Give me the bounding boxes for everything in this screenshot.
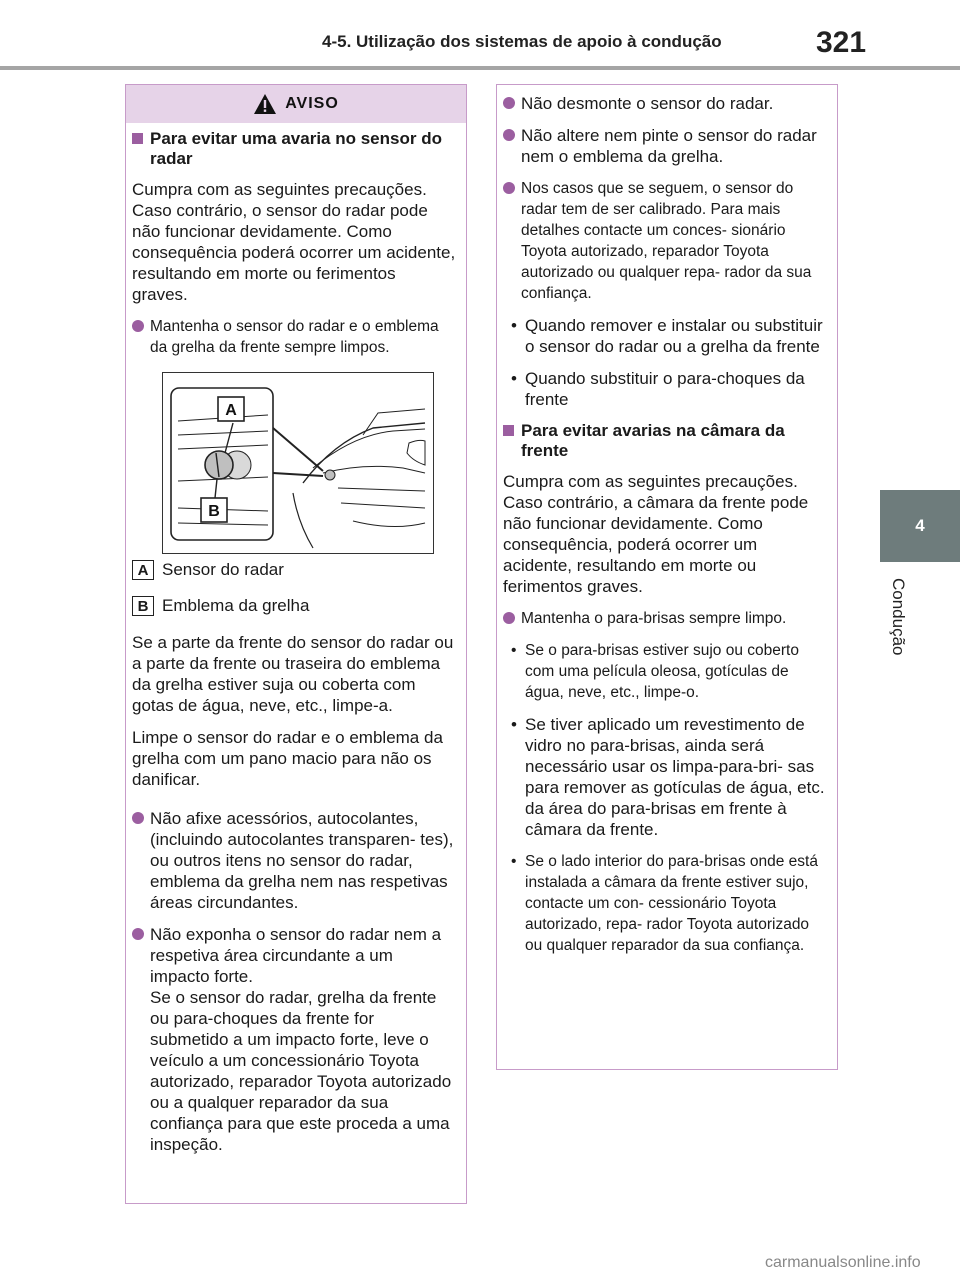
- dash-item: [511, 368, 827, 410]
- dash-item: [511, 851, 827, 956]
- dash-text: Se tiver aplicado um revestimento de vidro no para-brisas, ainda será necessário usar os limpa-para-bri- sas para remover as gotículas de água, etc. da área do para-brisas em frente à câmara da frente.: [525, 715, 825, 839]
- bullet-item: [503, 93, 827, 114]
- legend-letter: B: [132, 596, 154, 616]
- legend-item-a: [132, 560, 456, 580]
- bullet-text: Mantenha o sensor do radar e o emblema da grelha da frente sempre limpos.: [150, 318, 439, 356]
- circle-bullet-icon: [503, 182, 515, 194]
- legend-item-b: [132, 596, 456, 616]
- dash-item: [511, 315, 827, 357]
- dash-bullet-icon: •: [511, 369, 517, 388]
- chapter-label: Condução: [889, 578, 908, 656]
- figure-label-a: A: [225, 402, 237, 419]
- dash-bullet-icon: •: [511, 642, 517, 659]
- section-heading: [503, 421, 827, 461]
- section-heading: [132, 129, 456, 169]
- dash-text: Se o para-brisas estiver sujo ou coberto com uma película oleosa, gotículas de água, neve, etc., limpe-o.: [525, 642, 799, 701]
- square-bullet-icon: [132, 133, 143, 144]
- dash-text: Se o lado interior do para-brisas onde está instalada a câmara da frente estiver sujo, contacte um con- cessionário Toyota autorizado, repa- rador Toyota autorizado ou qualquer reparador da sua confiança.: [525, 853, 818, 954]
- bullet-item: [503, 608, 827, 629]
- left-column: [126, 129, 466, 1166]
- bullet-text: [150, 924, 456, 1155]
- circle-bullet-icon: [503, 97, 515, 109]
- warning-label: AVISO: [285, 95, 339, 112]
- bullet-line: Se o sensor do radar, grelha da frente ou para-choques da frente for submetido a um impacto forte, leve o veículo a um concessionário Toyota autorizado, reparador Toyota autorizado ou a qualquer reparador da sua confiança para que este proceda a uma inspeção.: [150, 988, 452, 1154]
- chapter-tab: [880, 490, 960, 562]
- heading-text: Para evitar avarias na câmara da frente: [521, 421, 785, 460]
- bullet-line: Não exponha o sensor do radar nem a respetiva área circundante a um impacto forte.: [150, 925, 442, 986]
- warning-banner: [126, 85, 466, 123]
- section-title: 4-5. Utilização dos sistemas de apoio à condução: [322, 32, 722, 51]
- car-front-illustration: [163, 373, 433, 553]
- circle-bullet-icon: [503, 129, 515, 141]
- intro-paragraph: Cumpra com as seguintes precauções. Caso contrário, a câmara da frente pode não funcionar devidamente. Como consequência, poderá ocorrer um acidente, resultando em morte ou ferimentos graves.: [503, 472, 809, 596]
- bullet-text: Nos casos que se seguem, o sensor do radar tem de ser calibrado. Para mais detalhes contacte um conces- sionário Toyota autorizado, reparador Toyota autorizado ou qualquer repa- rador da sua confiança.: [521, 180, 812, 302]
- figure-label-b: B: [208, 503, 220, 520]
- warning-box-left: [125, 84, 467, 1204]
- paragraph: Limpe o sensor do radar e o emblema da grelha com um pano macio para não os danificar.: [132, 728, 443, 789]
- legend-text: Emblema da grelha: [162, 596, 310, 615]
- page-number: 321: [816, 26, 867, 59]
- right-column: [497, 93, 837, 967]
- dash-bullet-icon: •: [511, 316, 517, 335]
- circle-bullet-icon: [132, 320, 144, 332]
- intro-paragraph: Cumpra com as seguintes precauções. Caso contrário, o sensor do radar pode não funcionar devidamente. Como consequência poderá ocorrer um acidente, resultando em morte ou ferimentos graves.: [132, 180, 456, 304]
- bullet-text: Não altere nem pinte o sensor do radar nem o emblema da grelha.: [521, 126, 817, 166]
- circle-bullet-icon: [132, 812, 144, 824]
- bullet-item: [132, 316, 456, 358]
- bullet-item: [132, 924, 456, 1155]
- dash-bullet-icon: •: [511, 853, 517, 870]
- bullet-item: [503, 125, 827, 167]
- legend-text: Sensor do radar: [162, 560, 284, 579]
- dash-item: [511, 714, 827, 840]
- legend-letter: A: [132, 560, 154, 580]
- paragraph: Se a parte da frente do sensor do radar ou a parte da frente ou traseira do emblema da grelha estiver suja ou coberta com gotas de água, neve, etc., limpe-a.: [132, 633, 454, 715]
- warning-box-right: [496, 84, 838, 1070]
- warning-triangle-icon: [253, 93, 277, 115]
- dash-text: Quando substituir o para-choques da frente: [525, 369, 805, 409]
- chapter-number: 4: [915, 516, 925, 535]
- bullet-text: Não afixe acessórios, autocolantes, (incluindo autocolantes transparen- tes), ou outros itens no sensor do radar, emblema da grelha nem nas respetivas áreas circundantes.: [150, 809, 454, 912]
- square-bullet-icon: [503, 425, 514, 436]
- bullet-item: [503, 178, 827, 304]
- bullet-text: Não desmonte o sensor do radar.: [521, 94, 774, 113]
- dash-bullet-icon: •: [511, 715, 517, 734]
- circle-bullet-icon: [132, 928, 144, 940]
- watermark: carmanualsonline.info: [765, 1254, 921, 1271]
- heading-text: Para evitar uma avaria no sensor do radar: [150, 129, 442, 168]
- dash-text: Quando remover e instalar ou substituir o sensor do radar ou a grelha da frente: [525, 316, 823, 356]
- dash-item: [511, 640, 827, 703]
- radar-figure: [162, 372, 434, 554]
- circle-bullet-icon: [503, 612, 515, 624]
- bullet-text: Mantenha o para-brisas sempre limpo.: [521, 610, 787, 627]
- bullet-item: [132, 808, 456, 913]
- header-rule: [0, 66, 960, 70]
